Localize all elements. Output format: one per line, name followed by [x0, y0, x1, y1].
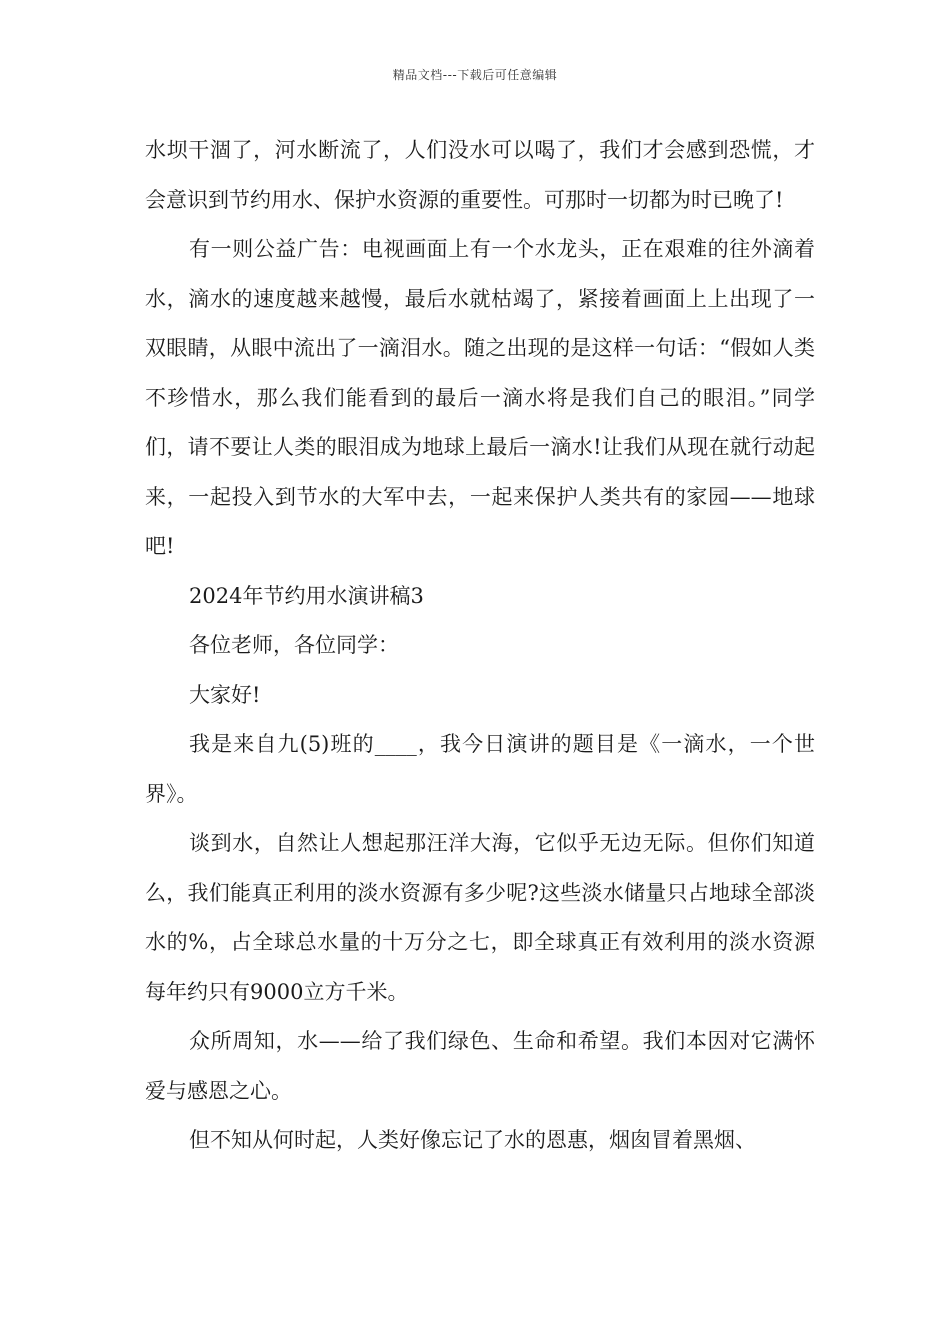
paragraph: 水坝干涸了，河水断流了，人们没水可以喝了，我们才会感到恐慌，才会意识到节约用水、保护水资源的重要性。可那时一切都为时已晚了!: [145, 138, 815, 212]
page-header: 精品文档---下载后可任意编辑: [392, 68, 558, 82]
section-title: 2024年节约用水演讲稿3: [189, 583, 424, 608]
salutation: 各位老师，各位同学：: [189, 633, 399, 657]
document-body: [145, 126, 815, 1166]
paragraph: 谈到水，自然让人想起那汪洋大海，它似乎无边无际。但你们知道么，我们能真正利用的淡水资源有多少呢?这些淡水储量只占地球全部淡水的%，占全球总水量的十万分之七，即全球真正有效利用的淡水资源每年约只有9000立方千米。: [145, 831, 815, 1004]
paragraph: 但不知从何时起，人类好像忘记了水的恩惠，烟囱冒着黑烟、: [189, 1128, 756, 1152]
paragraph: 我是来自九(5)班的____，我今日演讲的题目是《一滴水，一个世界》。: [145, 732, 815, 806]
paragraph: 有一则公益广告：电视画面上有一个水龙头，正在艰难的往外滴着水，滴水的速度越来越慢，最后水就枯竭了，紧接着画面上上出现了一双眼睛，从眼中流出了一滴泪水。随之出现的是这样一句话：“假如人类不珍惜水，那么我们能看到的最后一滴水将是我们自己的眼泪。”同学们，请不要让人类的眼泪成为地球上最后一滴水!让我们从现在就行动起来，一起投入到节水的大军中去，一起来保护人类共有的家园——地球吧!: [145, 237, 815, 558]
paragraph: 众所周知，水——给了我们绿色、生命和希望。我们本因对它满怀爱与感恩之心。: [145, 1029, 815, 1103]
greeting: 大家好!: [189, 682, 261, 707]
